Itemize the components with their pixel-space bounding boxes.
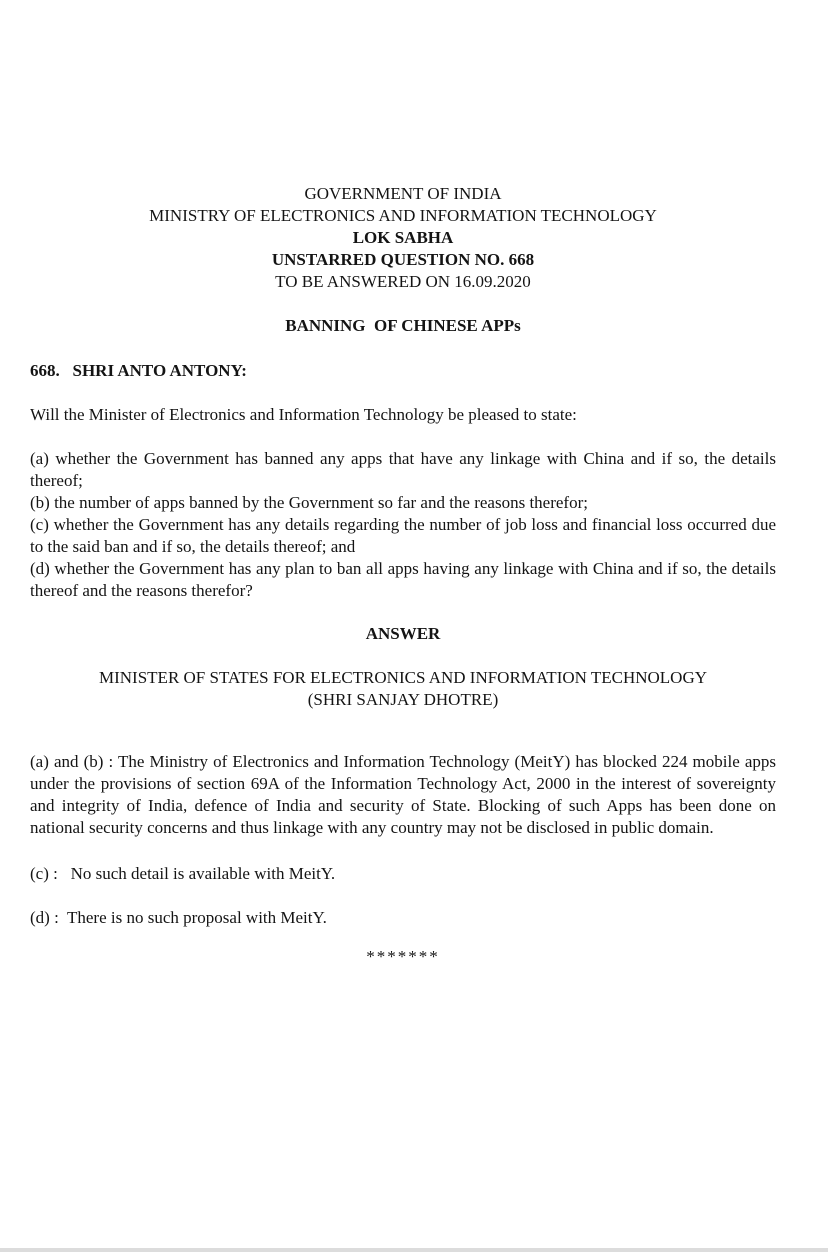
answer-heading: ANSWER — [365, 624, 441, 643]
minister-block — [30, 667, 776, 711]
header-government-line: GOVERNMENT OF INDIA — [304, 184, 502, 203]
header-question-number-line: UNSTARRED QUESTION NO. 668 — [271, 250, 535, 269]
question-part-c: (c) whether the Government has any details regarding the number of job loss and financial loss occurred due to the said ban and if so, the details thereof; and — [30, 515, 776, 556]
question-part-d: (d) whether the Government has any plan to ban all apps having any linkage with China and if so, the details thereof and the reasons therefor? — [30, 559, 776, 600]
question-part-a: (a) whether the Government has banned any apps that have any linkage with China and if so, the details thereof; — [30, 449, 776, 490]
question-intro: Will the Minister of Electronics and Information Technology be pleased to state: — [30, 405, 577, 424]
question-member-line: 668. SHRI ANTO ANTONY: — [30, 361, 247, 380]
answer-para-c: (c) : No such detail is available with MeitY. — [30, 864, 336, 883]
end-of-document-stars: ******* — [366, 947, 440, 966]
document-header — [30, 183, 776, 293]
answer-para-d: (d) : There is no such proposal with MeitY. — [30, 908, 327, 927]
page-bottom-edge — [0, 1248, 828, 1252]
question-parts — [30, 448, 776, 602]
subject-title: BANNING OF CHINESE APPs — [285, 316, 521, 335]
header-ministry-line: MINISTRY OF ELECTRONICS AND INFORMATION TECHNOLOGY — [149, 206, 657, 225]
header-answer-date-line: TO BE ANSWERED ON 16.09.2020 — [275, 272, 531, 291]
minister-title-line: MINISTER OF STATES FOR ELECTRONICS AND INFORMATION TECHNOLOGY — [99, 668, 707, 687]
header-house-line: LOK SABHA — [352, 228, 454, 247]
minister-name-line: (SHRI SANJAY DHOTRE) — [307, 690, 499, 709]
answer-para-ab: (a) and (b) : The Ministry of Electronics and Information Technology (MeitY) has blocked 224 mobile apps under the provisions of section 69A of the Information Technology Act, 2000 in the interest of sovereignty and integrity of India, defence of India and security of State. Blocking of such Apps has been done on national security concerns and thus linkage with any country may not be disclosed in public domain. — [30, 752, 776, 837]
question-part-b: (b) the number of apps banned by the Government so far and the reasons therefor; — [30, 493, 588, 512]
